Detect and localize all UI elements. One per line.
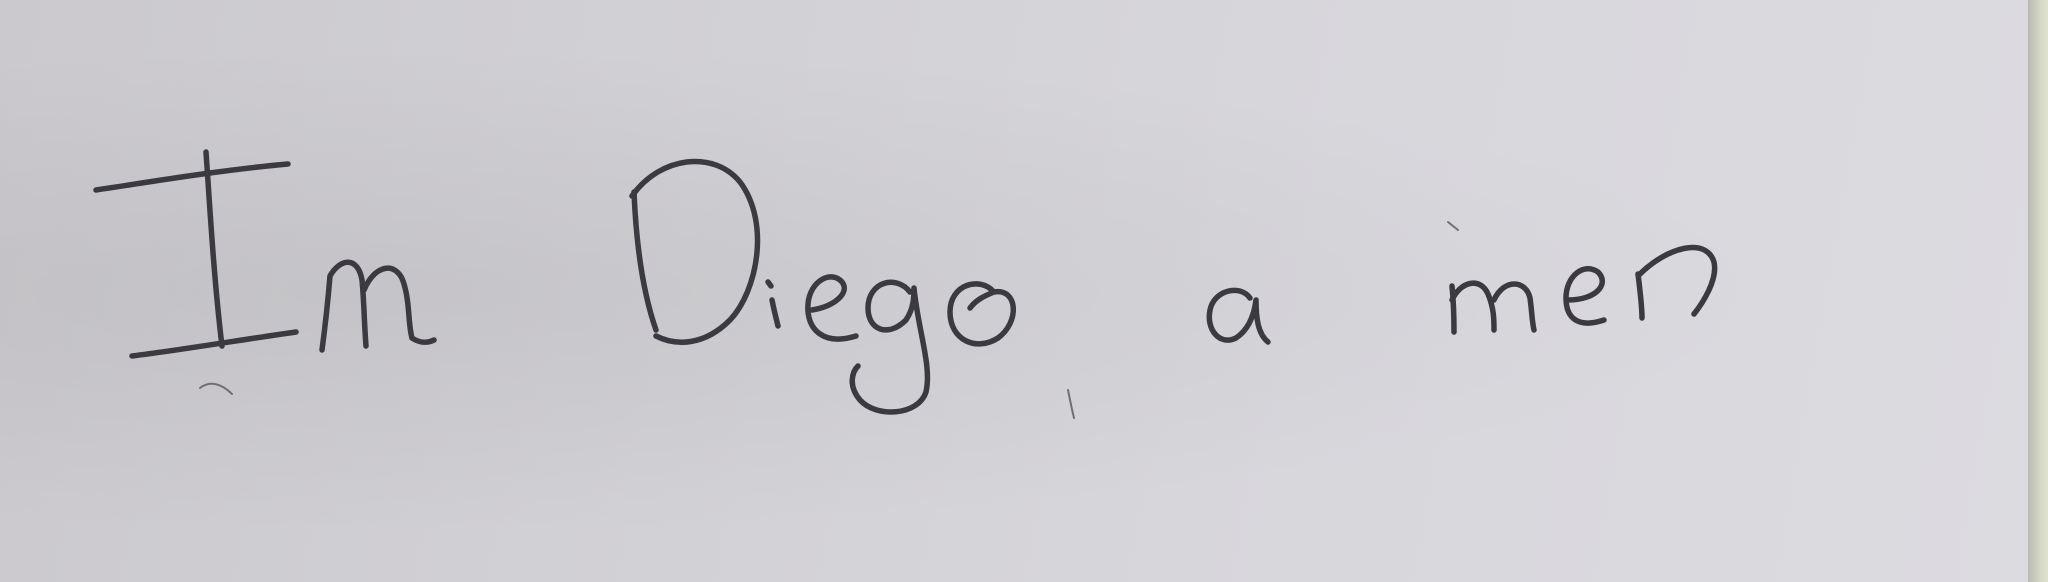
stray-pencil-marks	[200, 222, 1458, 418]
handwritten-word-diego	[632, 161, 1013, 411]
handwritten-word-im	[96, 152, 434, 356]
handwritten-word-men	[1452, 247, 1715, 332]
handwritten-word-a	[1209, 290, 1268, 342]
